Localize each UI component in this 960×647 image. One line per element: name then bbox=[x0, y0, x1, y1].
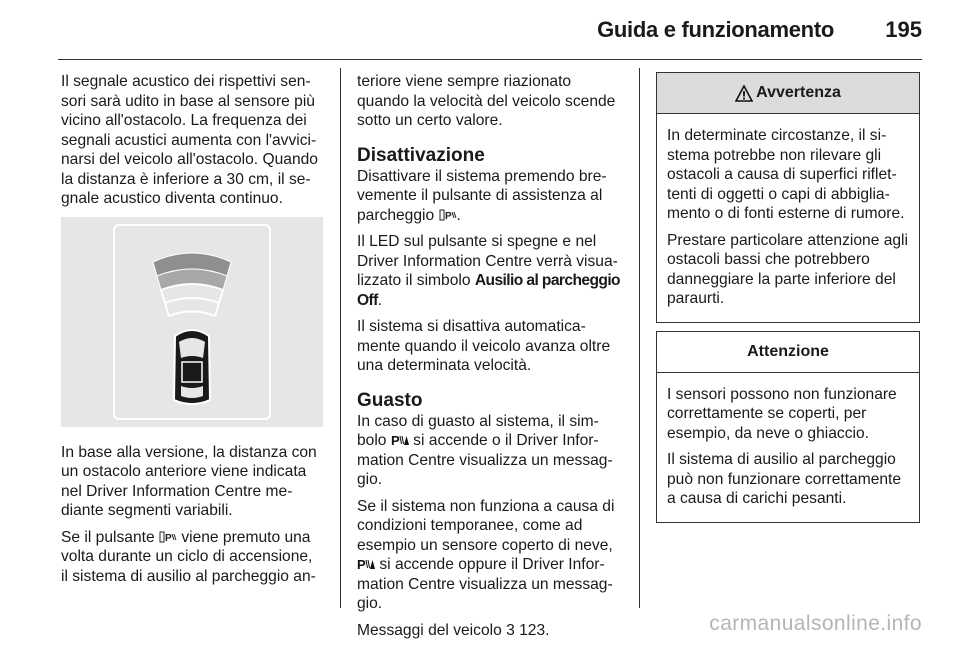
warning-box-header bbox=[657, 73, 919, 114]
paragraph: Il sistema si disattiva automatica-mente quando il veicolo avanza oltre una determinata velocità. bbox=[357, 318, 611, 374]
paragraph bbox=[357, 167, 625, 226]
attention-box-title: Attenzione bbox=[747, 342, 829, 360]
paragraph-text: . bbox=[377, 291, 383, 309]
paragraph-text: . bbox=[456, 206, 461, 224]
attention-box-header bbox=[657, 332, 919, 373]
paragraph: teriore viene sempre riazionato quando la velocità del veicolo scende sotto un certo valore. bbox=[357, 73, 616, 129]
parking-assist-button-icon bbox=[439, 208, 457, 222]
cross-reference-link[interactable]: 3 123. bbox=[506, 621, 550, 639]
paragraph-text: si accende oppure il Driver Infor-mation Centre visualizza un messag-gio. bbox=[357, 556, 613, 612]
paragraph: In determinate circostanze, il si-stema potrebbe non rilevare gli ostacoli a causa di superfici riflet-tenti di oggetti o capi di abbiglia-mento o di fonti esterne di rumore. bbox=[667, 127, 905, 222]
paragraph: Prestare particolare attenzione agli ostacoli bassi che potrebbero danneggiare la parte inferiore del paraurti. bbox=[667, 231, 908, 307]
column-divider bbox=[639, 68, 640, 608]
paragraph-text: In caso di guasto al sistema, il sim-bolo bbox=[357, 412, 599, 449]
paragraph-text: Il LED sul pulsante si spegne e nel Driver Information Centre verrà visua-lizzato il simbolo bbox=[357, 233, 618, 289]
svg-text:P: P bbox=[357, 557, 366, 571]
warning-triangle-icon bbox=[735, 85, 753, 102]
parking-sensor-figure bbox=[61, 217, 323, 427]
paragraph-text: Se il pulsante bbox=[61, 528, 155, 546]
paragraph: Il sistema di ausilio al parcheggio può non funzionare correttamente a causa di carichi pesanti. bbox=[667, 451, 902, 507]
paragraph-text: si accende o il Driver Infor-mation Centre visualizza un messag-gio. bbox=[357, 432, 613, 488]
parking-sensor-illustration bbox=[113, 224, 271, 420]
paragraph bbox=[357, 621, 625, 641]
section-heading-guasto: Guasto bbox=[357, 389, 423, 411]
paragraph: In base alla versione, la distanza con un ostacolo anteriore viene indicata nel Driver Information Centre me-diante segmenti variabili. bbox=[61, 443, 317, 519]
display-message-text: Ausilio al parcheggio Off bbox=[357, 272, 620, 309]
paragraph-text: Messaggi del veicolo bbox=[357, 621, 502, 639]
paragraph bbox=[61, 528, 323, 587]
attention-box-body bbox=[657, 373, 919, 522]
svg-text:P: P bbox=[390, 433, 400, 447]
column-left bbox=[61, 72, 323, 593]
attention-box bbox=[656, 331, 920, 523]
column-divider bbox=[340, 68, 341, 608]
paragraph bbox=[357, 232, 625, 310]
parking-assist-button-icon bbox=[159, 530, 177, 544]
section-heading-disattivazione: Disattivazione bbox=[357, 144, 485, 166]
watermark: carmanualsonline.info bbox=[709, 612, 922, 635]
column-middle bbox=[357, 72, 625, 647]
parking-fault-icon bbox=[357, 557, 375, 571]
paragraph bbox=[357, 412, 625, 490]
warning-box-title: Avvertenza bbox=[756, 84, 841, 102]
svg-text:P: P bbox=[444, 210, 452, 222]
paragraph bbox=[357, 497, 625, 614]
paragraph-text: Disattivare il sistema premendo bre-vemente il pulsante di assistenza al parcheggio bbox=[357, 167, 607, 224]
header-rule bbox=[58, 59, 922, 60]
paragraph-text: Se il sistema non funziona a causa di condizioni temporanee, come ad esempio un sensore coperto di neve, bbox=[357, 497, 615, 554]
parking-fault-icon bbox=[391, 433, 409, 447]
page-number: 195 bbox=[885, 17, 922, 42]
warning-box bbox=[656, 72, 920, 323]
paragraph-text: viene premuto una volta durante un ciclo di accensione, il sistema di ausilio al parcheggio an- bbox=[61, 528, 316, 585]
column-right bbox=[656, 72, 920, 531]
paragraph: Il segnale acustico dei rispettivi sen-sori sarà udito in base al sensore più vicino all'ostacolo. La frequenza dei segnali acustici aumenta con l'avvici-narsi del veicolo all'ostacolo. Quando la distanza è inferiore a 30 cm, il se-gnale acustico diventa continuo. bbox=[61, 73, 318, 207]
svg-text:P: P bbox=[164, 532, 172, 544]
warning-box-body bbox=[657, 114, 919, 322]
page-header-title: Guida e funzionamento bbox=[597, 17, 834, 42]
paragraph: I sensori possono non funzionare correttamente se coperti, per esempio, da neve o ghiaccio. bbox=[667, 385, 897, 442]
